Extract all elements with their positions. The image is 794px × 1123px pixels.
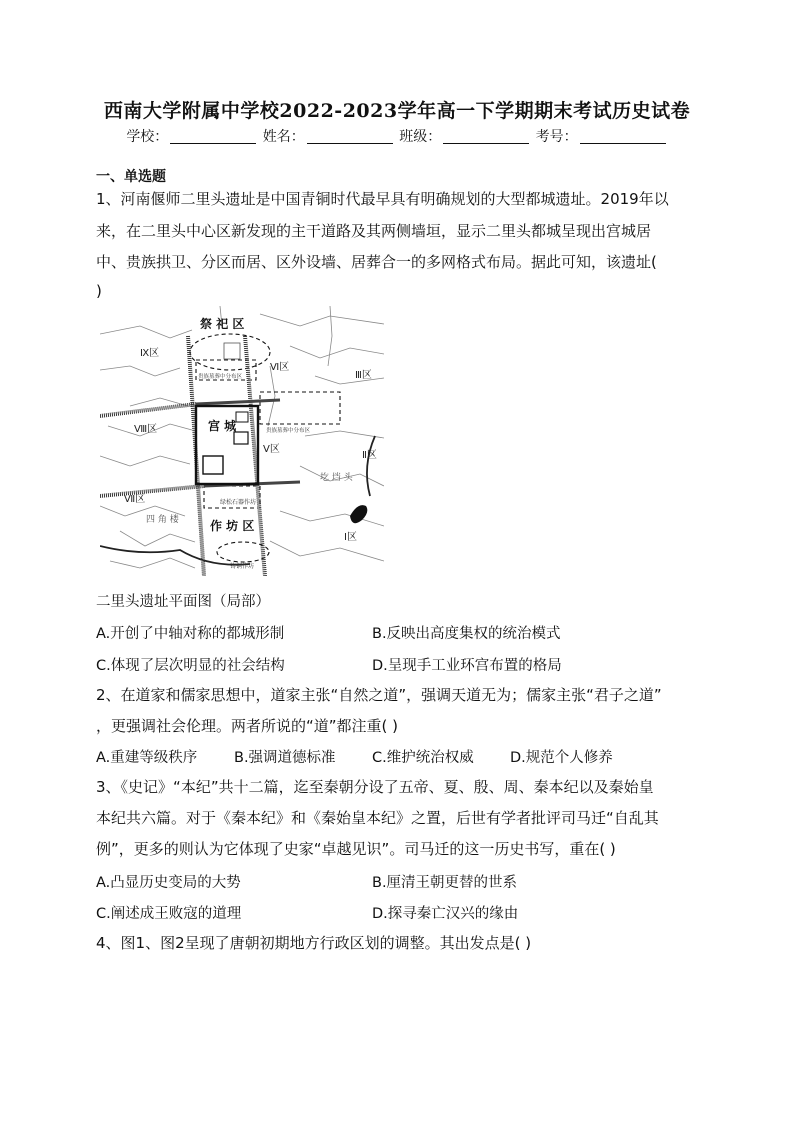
q3-option-a[interactable]: A.凸显历史变局的大势 [96, 875, 241, 891]
label-zone-5: Ⅴ区 [263, 444, 280, 455]
exam-title: 西南大学附属中学校2022-2023学年高一下学期期末考试历史试卷 [103, 100, 691, 122]
label-noble-cemetery-east: 贵族墓葬中分布区 [266, 428, 311, 434]
q1-line-1: 1、河南偃师二里头遗址是中国青铜时代最早具有明确规划的大型都城遗址。2019年以 [96, 190, 669, 208]
label-zone-1: Ⅰ区 [344, 532, 357, 543]
q1-line-2: 来，在二里头中心区新发现的主干道路及其两侧墙垣，显示二里头都城呈现出宫城居 [96, 222, 652, 240]
q3-line-2: 本纪共六篇。对于《秦本纪》和《秦始皇本纪》之置，后世有学者批评司马迁“自乱其 [96, 809, 659, 827]
q4-line-1: 4、图1、图2呈现了唐朝初期地方行政区划的调整。其出发点是( ) [96, 934, 532, 952]
q2-option-a[interactable]: A.重建等级秩序 [96, 750, 198, 766]
label-village-sijiaolou: 四 角 楼 [146, 515, 179, 525]
class-field[interactable] [443, 130, 529, 144]
name-label: 姓名： [262, 129, 305, 145]
number-field[interactable] [580, 130, 666, 144]
q1-option-c[interactable]: C.体现了层次明显的社会结构 [96, 658, 285, 674]
label-bronze-workshop: 铸铜作坊 [230, 563, 255, 570]
q3-option-c[interactable]: C.阐述成王败寇的道理 [96, 906, 242, 922]
label-noble-cemetery-north: 贵族墓葬中分布区 [198, 374, 243, 380]
number-label: 考号： [535, 129, 578, 145]
student-info-row [0, 126, 794, 146]
q1-line-4: ) [96, 282, 102, 300]
label-palace-city: 宫 城 [208, 419, 237, 433]
q1-line-3: 中、贵族拱卫、分区而居、区外设墙、居葬合一的多网格式布局。据此可知，该遗址( [96, 253, 657, 271]
q2-option-c[interactable]: C.维护统治权威 [372, 750, 474, 766]
q3-line-1: 3、《史记》“本纪”共十二篇，迄至秦朝分设了五帝、夏、殷、周、秦本纪以及秦始皇 [96, 778, 654, 796]
school-label: 学校： [126, 129, 169, 145]
label-zone-9: Ⅸ区 [140, 348, 160, 359]
q2-line-2: ，更强调社会伦理。两者所说的“道”都注重( ) [96, 717, 399, 735]
label-zone-8: Ⅷ区 [134, 424, 158, 435]
q2-line-1: 2、在道家和儒家思想中，道家主张“自然之道”，强调天道无为；儒家主张“君子之道” [96, 686, 662, 704]
label-zone-2: Ⅱ区 [362, 450, 377, 461]
class-label: 班级： [399, 129, 442, 145]
label-greenstone-workshop: 绿松石器作坊 [220, 499, 257, 506]
q3-option-d[interactable]: D.探寻秦亡汉兴的缘由 [372, 906, 519, 922]
map-caption: 二里头遗址平面图（局部） [96, 594, 270, 610]
label-zone-6: Ⅵ区 [270, 362, 290, 373]
name-field[interactable] [307, 130, 393, 144]
q3-line-3: 例”，更多的则认为它体现了史家“卓越见识”。司马迁的这一历史书写，重在( ) [96, 840, 616, 858]
label-sacrifice-area: 祭 祀 区 [200, 317, 245, 331]
q3-option-b[interactable]: B.厘清王朝更替的世系 [372, 875, 518, 891]
label-village-getadou: 圪 垱 头 [320, 473, 353, 483]
q1-option-d[interactable]: D.呈现手工业环宫布置的格局 [372, 658, 562, 674]
section-heading: 一、单选题 [96, 169, 166, 185]
school-field[interactable] [170, 130, 256, 144]
q2-option-b[interactable]: B.强调道德标准 [234, 750, 336, 766]
label-zone-7: Ⅶ区 [124, 494, 146, 505]
erlitou-site-map [100, 306, 384, 576]
label-workshop-area: 作 坊 区 [210, 519, 255, 533]
q1-option-b[interactable]: B.反映出高度集权的统治模式 [372, 626, 561, 642]
label-zone-3: Ⅲ区 [355, 370, 372, 381]
q2-option-d[interactable]: D.规范个人修养 [510, 750, 613, 766]
q1-option-a[interactable]: A.开创了中轴对称的都城形制 [96, 626, 285, 642]
